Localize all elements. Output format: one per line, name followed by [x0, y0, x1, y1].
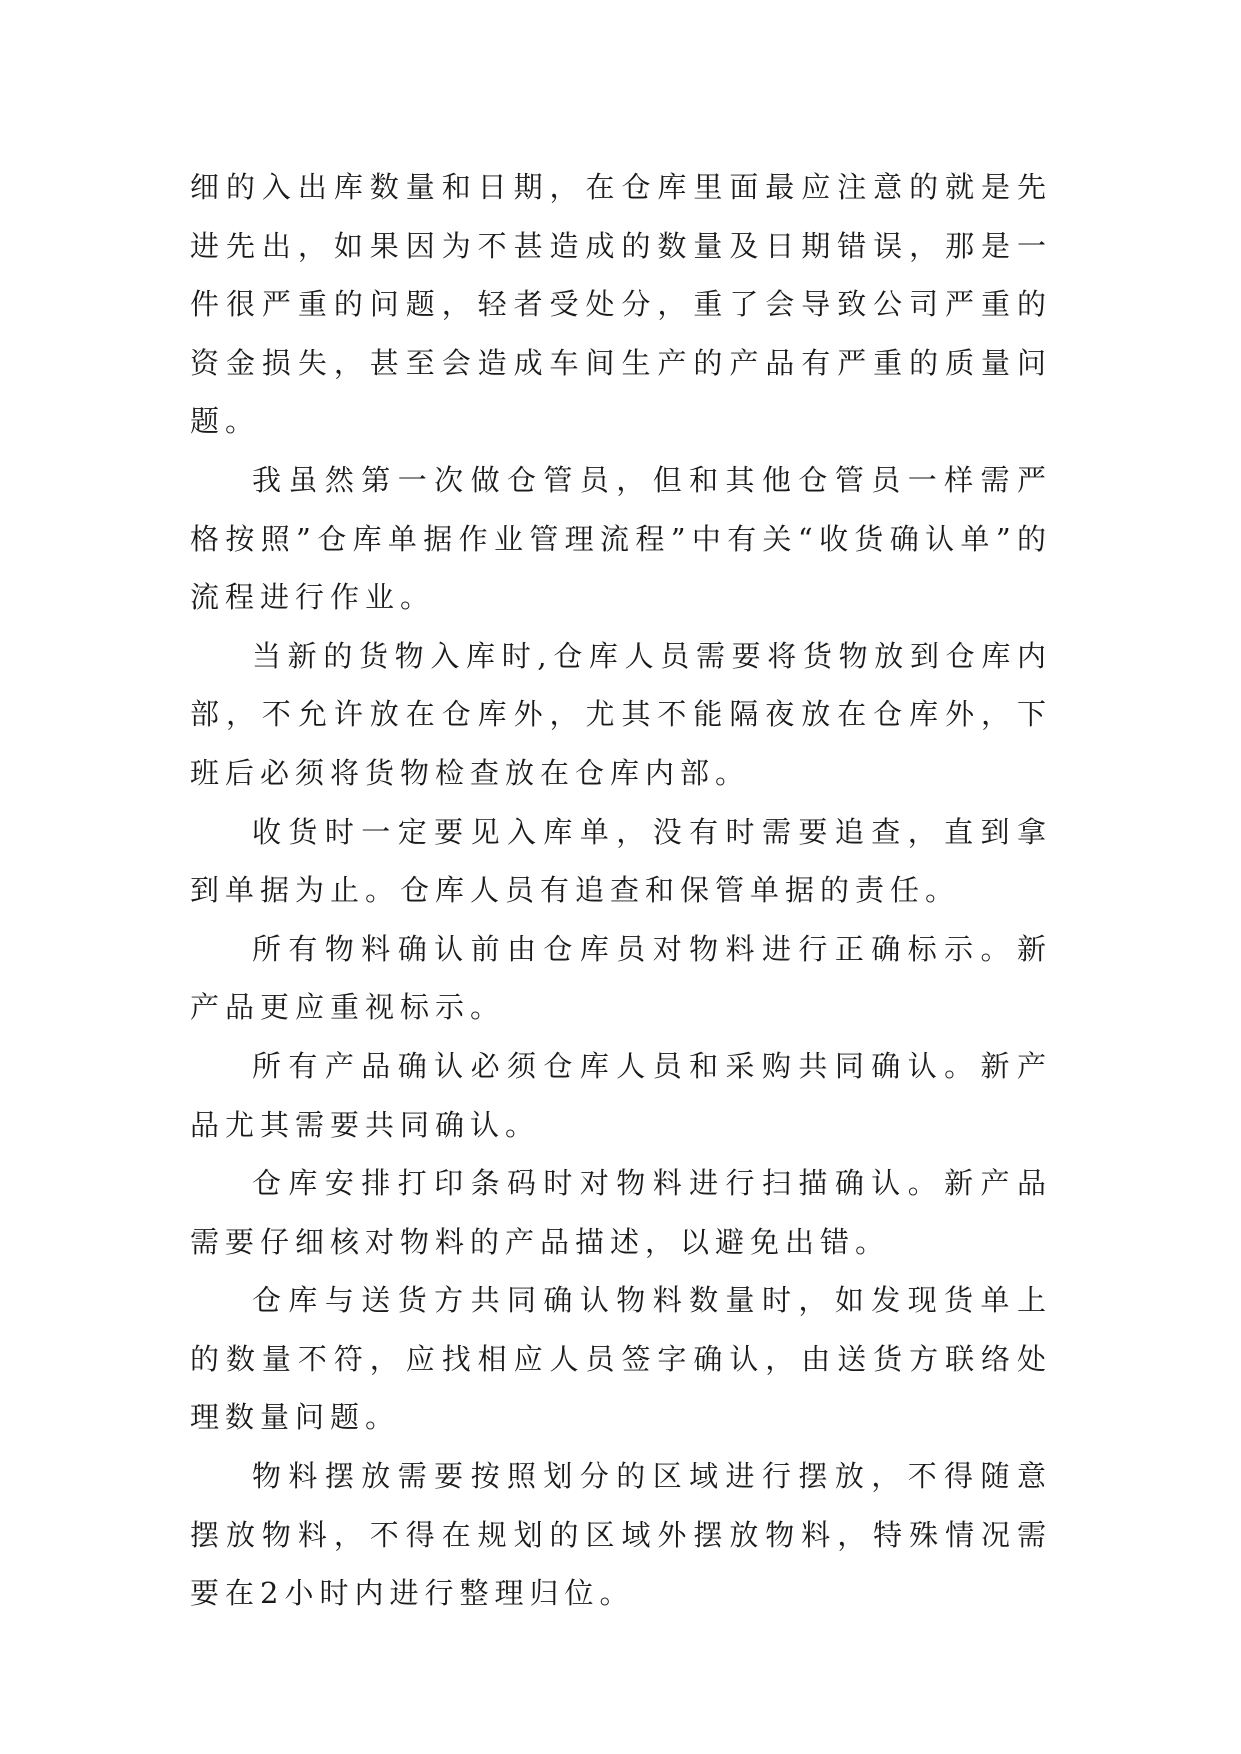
paragraph-joint-confirmation: 所有产品确认必须仓库人员和采购共同确认。新产品尤其需要共同确认。 [190, 1048, 1052, 1142]
paragraph-receipt-process: 我虽然第一次做仓管员，但和其他仓管员一样需严格按照”仓库单据作业管理流程”中有关“收货确认单”的流程进行作业。 [190, 462, 1052, 615]
paragraph-continued-inventory-notes: 细的入出库数量和日期，在仓库里面最应注意的就是先进先出，如果因为不甚造成的数量及日期错误，那是一件很严重的问题，轻者受处分，重了会导致公司严重的资金损失，甚至会造成车间生产的产品有严重的质量问题。 [190, 170, 1052, 439]
paragraph-goods-storage: 当新的货物入库时,仓库人员需要将货物放到仓库内部，不允许放在仓库外，尤其不能隔夜放在仓库外，下班后必须将货物检查放在仓库内部。 [190, 638, 1052, 790]
paragraph-material-placement: 物料摆放需要按照划分的区域进行摆放，不得随意摆放物料，不得在规划的区域外摆放物料，特殊情况需要在2小时内进行整理归位。 [190, 1459, 1052, 1611]
paragraph-quantity-check: 仓库与送货方共同确认物料数量时，如发现货单上的数量不符，应找相应人员签字确认，由送货方联络处理数量问题。 [190, 1283, 1052, 1435]
paragraph-material-labeling: 所有物料确认前由仓库员对物料进行正确标示。新产品更应重视标示。 [190, 931, 1052, 1025]
document-body [190, 158, 1052, 1623]
paragraph-barcode-scanning: 仓库安排打印条码时对物料进行扫描确认。新产品需要仔细核对物料的产品描述，以避免出错。 [190, 1166, 1052, 1259]
paragraph-receiving-documents: 收货时一定要见入库单，没有时需要追查，直到拿到单据为止。仓库人员有追查和保管单据的责任。 [190, 814, 1052, 908]
